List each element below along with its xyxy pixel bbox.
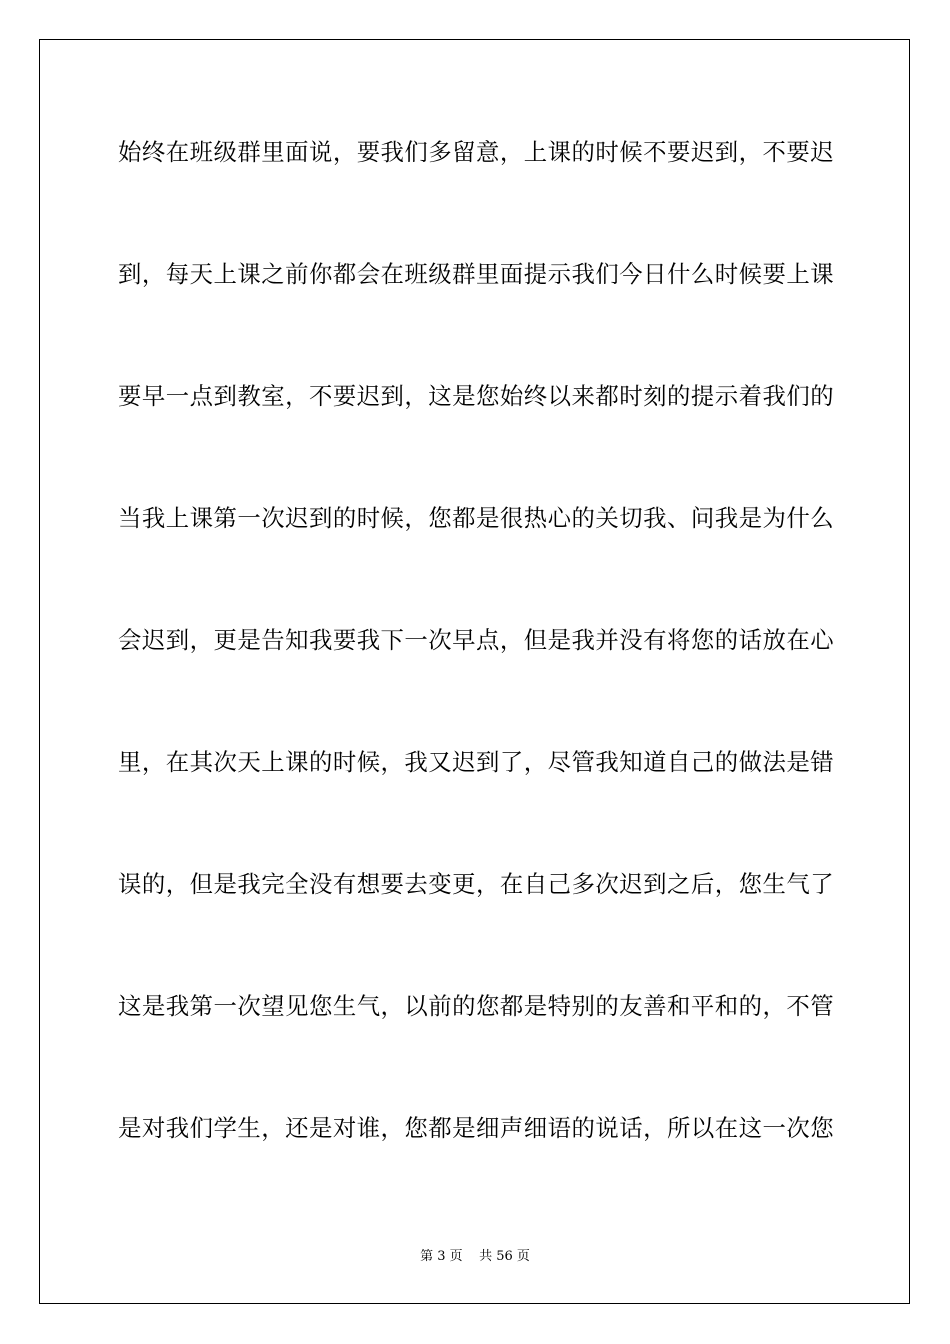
page-number-footer: 第 3 页 共 56 页 (420, 1249, 530, 1264)
text-line: 里，在其次天上课的时候，我又迟到了，尽管我知道自己的做法是错 (118, 748, 834, 776)
text-line: 要早一点到教室，不要迟到，这是您始终以来都时刻的提示着我们的 (118, 382, 834, 410)
text-line: 到，每天上课之前你都会在班级群里面提示我们今日什么时候要上课 (118, 260, 834, 288)
text-line: 始终在班级群里面说，要我们多留意，上课的时候不要迟到，不要迟 (118, 138, 834, 166)
text-line: 是对我们学生，还是对谁，您都是细声细语的说话，所以在这一次您 (118, 1114, 834, 1142)
text-line: 误的，但是我完全没有想要去变更，在自己多次迟到之后，您生气了 (118, 870, 834, 898)
text-line: 当我上课第一次迟到的时候，您都是很热心的关切我、问我是为什么 (118, 504, 834, 532)
text-line: 这是我第一次望见您生气，以前的您都是特别的友善和平和的，不管 (118, 992, 834, 1020)
text-line: 会迟到，更是告知我要我下一次早点，但是我并没有将您的话放在心 (118, 626, 834, 654)
